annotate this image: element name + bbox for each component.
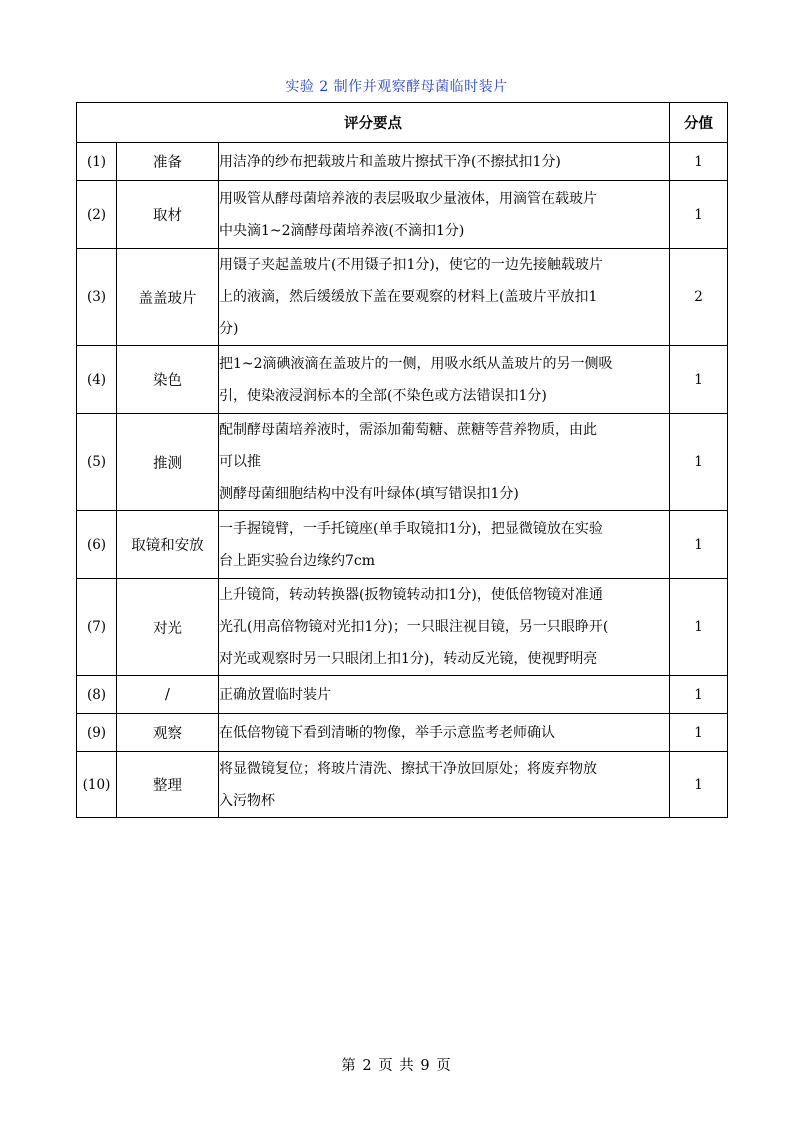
row-step: 观察: [117, 714, 219, 752]
row-score: 1: [670, 676, 728, 714]
row-score: 1: [670, 181, 728, 249]
row-number: (8): [77, 676, 117, 714]
row-score: 1: [670, 346, 728, 414]
description-line: 分): [219, 321, 239, 337]
description-line: 上升镜筒，转动转换器(扳物镜转动扣1分)，使低倍物镜对准通: [219, 587, 603, 603]
row-number: (2): [77, 181, 117, 249]
table-row: [77, 752, 728, 818]
header-scoring-points: 评分要点: [77, 103, 670, 143]
row-score: 1: [670, 752, 728, 818]
row-number: (3): [77, 249, 117, 346]
table-body: [77, 143, 728, 818]
row-description: [219, 143, 670, 181]
row-score: 1: [670, 714, 728, 752]
table-row: [77, 414, 728, 511]
description-line: 在低倍物镜下看到清晰的物像，举手示意监考老师确认: [219, 724, 555, 741]
description-line: 对光或观察时另一只眼闭上扣1分)，转动反光镜，使视野明亮: [219, 651, 598, 667]
row-score: 1: [670, 414, 728, 511]
description-line: 入污物杯: [219, 792, 275, 809]
row-number: (1): [77, 143, 117, 181]
table-row: [77, 511, 728, 579]
row-step: 整理: [117, 752, 219, 818]
row-score: 1: [670, 579, 728, 676]
description-line: 用洁净的纱布把载玻片和盖玻片擦拭干净(不擦拭扣1分): [219, 153, 561, 170]
row-number: (10): [77, 752, 117, 818]
row-number: (7): [77, 579, 117, 676]
description-line: 用吸管从酵母菌培养液的表层吸取少量液体，用滴管在载玻片: [219, 190, 597, 207]
header-score: 分值: [670, 103, 728, 143]
row-description: [219, 249, 670, 346]
description-line: 测酵母菌细胞结构中没有叶绿体(填写错误扣1分): [219, 486, 519, 502]
row-step: 对光: [117, 579, 219, 676]
row-score: 1: [670, 511, 728, 579]
row-number: (9): [77, 714, 117, 752]
table-row: [77, 579, 728, 676]
description-line: 正确放置临时装片: [219, 686, 331, 703]
table-row: [77, 143, 728, 181]
row-step: 推测: [117, 414, 219, 511]
row-step: 取镜和安放: [117, 511, 219, 579]
table-row: [77, 181, 728, 249]
row-score: 2: [670, 249, 728, 346]
page-footer: 第 2 页 共 9 页: [341, 1058, 452, 1074]
description-line: 把1~2滴碘液滴在盖玻片的一侧，用吸水纸从盖玻片的另一侧吸: [219, 355, 613, 372]
row-number: (5): [77, 414, 117, 511]
row-step: /: [117, 676, 219, 714]
description-line: 上的液滴，然后缓缓放下盖在要观察的材料上(盖玻片平放扣1: [219, 289, 598, 305]
row-description: [219, 346, 670, 414]
row-description: [219, 579, 670, 676]
description-line: 中央滴1~2滴酵母菌培养液(不滴扣1分): [219, 222, 465, 239]
row-step: 取材: [117, 181, 219, 249]
row-number: (4): [77, 346, 117, 414]
table-row: [77, 346, 728, 414]
row-description: [219, 181, 670, 249]
row-description: [219, 414, 670, 511]
description-line: 一手握镜臂，一手托镜座(单手取镜扣1分)，把显微镜放在实验: [219, 520, 603, 537]
row-description: [219, 511, 670, 579]
description-line: 可以推: [219, 454, 261, 470]
description-line: 配制酵母菌培养液时，需添加葡萄糖、蔗糖等营养物质，由此: [219, 422, 597, 438]
row-score: 1: [670, 143, 728, 181]
page-title: 实验 2 制作并观察酵母菌临时装片: [285, 79, 508, 95]
row-step: 染色: [117, 346, 219, 414]
table-row: [77, 249, 728, 346]
row-step: 准备: [117, 143, 219, 181]
table-row: [77, 676, 728, 714]
row-description: [219, 714, 670, 752]
description-line: 将显微镜复位；将玻片清洗、擦拭干净放回原处；将废弃物放: [219, 760, 597, 777]
description-line: 光孔(用高倍物镜对光扣1分)；一只眼注视目镜，另一只眼睁开(: [219, 619, 609, 635]
table-row: [77, 714, 728, 752]
row-number: (6): [77, 511, 117, 579]
row-step: 盖盖玻片: [117, 249, 219, 346]
description-line: 用镊子夹起盖玻片(不用镊子扣1分)，使它的一边先接触载玻片: [219, 257, 603, 273]
grading-table: [76, 102, 728, 818]
row-description: [219, 676, 670, 714]
table-header-row: [77, 103, 728, 143]
description-line: 引，使染液浸润标本的全部(不染色或方法错误扣1分): [219, 387, 547, 404]
description-line: 台上距实验台边缘约7cm: [219, 552, 376, 569]
row-description: [219, 752, 670, 818]
